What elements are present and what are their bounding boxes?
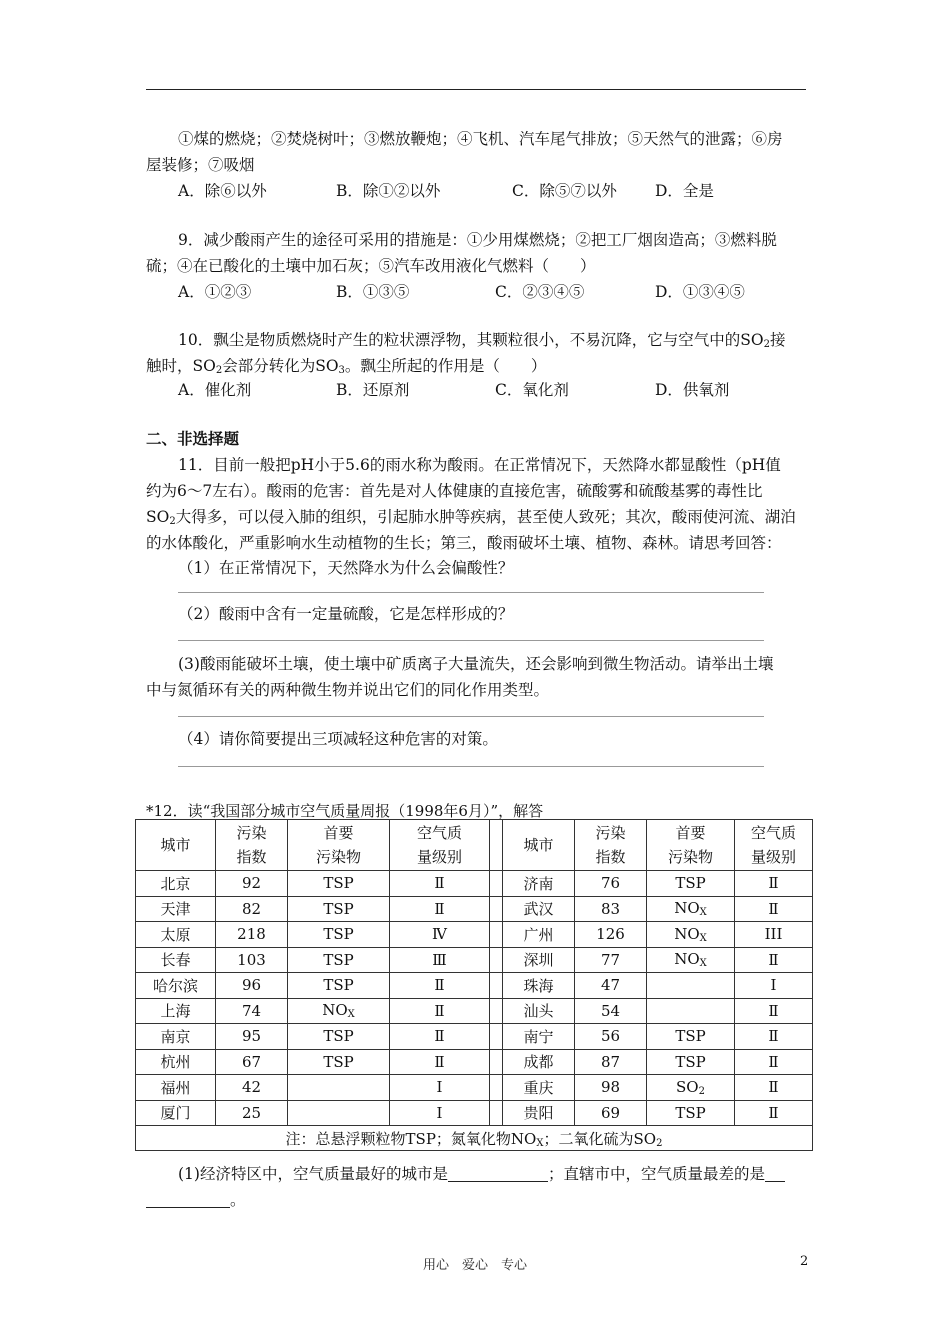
q11-line2: 约为6～7左右）。酸雨的危害：首先是对人体健康的直接危害，硫酸雾和硫酸基雾的毒性比	[146, 482, 763, 500]
q8-option-c: C．除⑤⑦以外	[512, 182, 617, 200]
q11-sub1: （1）在正常情况下，天然降水为什么会偏酸性？	[178, 559, 514, 577]
table-row	[136, 1100, 813, 1126]
q10-line2: 触时，$SO_2$会部分转化为$SO_3$。飘尘所起的作用是（ ）	[146, 357, 547, 376]
cell-city: 南京	[136, 1024, 216, 1050]
q9-option-a: A．①②③	[178, 283, 252, 301]
cell-pollutant: $NO_X$	[647, 896, 735, 922]
cell-grade: Ⅲ	[390, 947, 490, 973]
table-note: 注：总悬浮颗粒物TSP；氮氧化物$NO_X$；二氧化硫为$SO_2$	[136, 1126, 813, 1151]
cell-grade: Ⅱ	[735, 1100, 813, 1126]
q10-option-c: C．氧化剂	[495, 381, 569, 399]
cell-index: 74	[216, 998, 288, 1024]
table-gap	[490, 1100, 503, 1126]
page-number: 2	[800, 1254, 809, 1269]
cell-index: 87	[575, 1049, 647, 1075]
cell-index: 67	[216, 1049, 288, 1075]
cell-index: 83	[575, 896, 647, 922]
cell-index: 126	[575, 922, 647, 948]
cell-index: 77	[575, 947, 647, 973]
table-row	[136, 998, 813, 1024]
table-gap	[490, 998, 503, 1024]
cell-index: 218	[216, 922, 288, 948]
cell-pollutant: TSP	[647, 1024, 735, 1050]
cell-city: 哈尔滨	[136, 973, 216, 999]
cell-pollutant: TSP	[288, 1024, 390, 1050]
q9-option-b: B．①③⑤	[336, 283, 410, 301]
table-gap	[490, 922, 503, 948]
cell-grade: Ⅰ	[390, 1100, 490, 1126]
cell-pollutant: TSP	[288, 973, 390, 999]
cell-pollutant	[647, 998, 735, 1024]
header-index: 污染 指数	[216, 820, 288, 871]
answer-blank-1[interactable]	[448, 1165, 548, 1182]
cell-grade: III	[735, 922, 813, 948]
page-footer: 用心 爱心 专心	[422, 1258, 527, 1273]
cell-grade: Ⅱ	[735, 1075, 813, 1101]
cell-grade: Ⅰ	[735, 973, 813, 999]
cell-index: 103	[216, 947, 288, 973]
q9-line2: 硫；④在已酸化的土壤中加石灰；⑤汽车改用液化气燃料（ ）	[146, 257, 596, 275]
table-body	[136, 871, 813, 1126]
table-gap	[490, 1075, 503, 1101]
cell-grade: Ⅳ	[390, 922, 490, 948]
q10-option-b: B．还原剂	[336, 381, 410, 399]
cell-pollutant	[288, 1100, 390, 1126]
table-row	[136, 922, 813, 948]
q8-option-d: D．全是	[655, 182, 714, 200]
air-quality-table	[135, 819, 813, 1151]
cell-grade: Ⅰ	[390, 1075, 490, 1101]
cell-grade: Ⅱ	[390, 1024, 490, 1050]
cell-city: 长春	[136, 947, 216, 973]
section-heading: 二、非选择题	[146, 429, 240, 448]
answer-blank-2a[interactable]	[765, 1165, 785, 1182]
q10-option-d: D．供氧剂	[655, 381, 730, 399]
cell-index: 98	[575, 1075, 647, 1101]
q10-option-a: A．催化剂	[178, 381, 252, 399]
cell-city: 天津	[136, 896, 216, 922]
cell-index: 54	[575, 998, 647, 1024]
table-gap	[490, 947, 503, 973]
table-gap	[490, 1049, 503, 1075]
q9-option-d: D．①③④⑤	[655, 283, 745, 301]
cell-pollutant: TSP	[647, 871, 735, 897]
q8-option-b: B．除①②以外	[336, 182, 441, 200]
cell-grade: Ⅱ	[735, 998, 813, 1024]
cell-pollutant: $NO_X$	[647, 947, 735, 973]
cell-pollutant: TSP	[288, 896, 390, 922]
header-city: 城市	[503, 820, 575, 871]
cell-city: 武汉	[503, 896, 575, 922]
cell-pollutant: $NO_X$	[647, 922, 735, 948]
table-gap	[490, 871, 503, 897]
cell-city: 南宁	[503, 1024, 575, 1050]
cell-city: 成都	[503, 1049, 575, 1075]
header-pollutant: 首要 污染物	[647, 820, 735, 871]
q11-sub4: （4）请你简要提出三项减轻这种危害的对策。	[178, 730, 498, 748]
q11-sub3-line1: (3)酸雨能破坏土壤，使土壤中矿质离子大量流失，还会影响到微生物活动。请举出土壤	[178, 655, 774, 673]
cell-city: 济南	[503, 871, 575, 897]
answer-blank-2b[interactable]	[146, 1191, 230, 1208]
header-grade: 空气质 量级别	[735, 820, 813, 871]
cell-city: 重庆	[503, 1075, 575, 1101]
q11-answer-line-1[interactable]	[178, 592, 764, 593]
cell-pollutant: $NO_X$	[288, 998, 390, 1024]
q9-option-c: C．②③④⑤	[495, 283, 585, 301]
cell-grade: Ⅱ	[390, 973, 490, 999]
cell-index: 92	[216, 871, 288, 897]
q11-answer-line-3[interactable]	[178, 716, 764, 717]
cell-pollutant: TSP	[288, 871, 390, 897]
cell-city: 福州	[136, 1075, 216, 1101]
q12-sub1-line2: 。	[146, 1188, 246, 1210]
cell-city: 珠海	[503, 973, 575, 999]
header-index: 污染 指数	[575, 820, 647, 871]
cell-pollutant	[288, 1075, 390, 1101]
table-row	[136, 871, 813, 897]
q10-line1: 10．飘尘是物质燃烧时产生的粒状漂浮物，其颗粒很小，不易沉降，它与空气中的$SO_2$接	[178, 331, 786, 350]
q8-line2: 屋装修；⑦吸烟	[146, 156, 255, 174]
cell-city: 太原	[136, 922, 216, 948]
cell-pollutant: $SO_2$	[647, 1075, 735, 1101]
cell-city: 杭州	[136, 1049, 216, 1075]
header-rule	[146, 89, 806, 90]
cell-index: 95	[216, 1024, 288, 1050]
cell-grade: Ⅱ	[735, 871, 813, 897]
cell-grade: Ⅱ	[735, 947, 813, 973]
cell-pollutant	[647, 973, 735, 999]
cell-pollutant: TSP	[288, 947, 390, 973]
q8-option-a: A．除⑥以外	[178, 182, 267, 200]
cell-grade: Ⅱ	[735, 1049, 813, 1075]
cell-index: 76	[575, 871, 647, 897]
q11-sub3-line2: 中与氮循环有关的两种微生物并说出它们的同化作用类型。	[146, 681, 550, 699]
q9-line1: 9．减少酸雨产生的途径可采用的措施是：①少用煤燃烧；②把工厂烟囱造高；③燃料脱	[178, 231, 777, 249]
cell-index: 42	[216, 1075, 288, 1101]
cell-pollutant: TSP	[288, 1049, 390, 1075]
cell-grade: Ⅱ	[735, 1024, 813, 1050]
table-row	[136, 1075, 813, 1101]
cell-city: 汕头	[503, 998, 575, 1024]
cell-city: 北京	[136, 871, 216, 897]
cell-index: 47	[575, 973, 647, 999]
table-row	[136, 947, 813, 973]
header-pollutant: 首要 污染物	[288, 820, 390, 871]
table-gap	[490, 973, 503, 999]
q11-line4: 的水体酸化，严重影响水生动植物的生长；第三，酸雨破坏土壤、植物、森林。请思考回答：	[146, 534, 782, 552]
q12-title: *12．读“我国部分城市空气质量周报（1998年6月）”，解答	[146, 802, 544, 820]
q11-line1: 11．目前一般把pH小于5.6的雨水称为酸雨。在正常情况下，天然降水都显酸性（pH值	[178, 456, 781, 474]
cell-city: 深圳	[503, 947, 575, 973]
table-gap	[490, 820, 503, 871]
cell-grade: Ⅱ	[735, 896, 813, 922]
q12-sub1-line1: (1)经济特区中，空气质量最好的城市是 ；直辖市中，空气质量最差的是	[178, 1162, 785, 1184]
q11-answer-line-4[interactable]	[178, 766, 764, 767]
cell-index: 82	[216, 896, 288, 922]
cell-index: 96	[216, 973, 288, 999]
q8-line1: ①煤的燃烧；②焚烧树叶；③燃放鞭炮；④飞机、汽车尾气排放；⑤天然气的泄露；⑥房	[178, 130, 783, 148]
cell-city: 广州	[503, 922, 575, 948]
cell-pollutant: TSP	[288, 922, 390, 948]
cell-grade: Ⅱ	[390, 871, 490, 897]
cell-index: 25	[216, 1100, 288, 1126]
cell-grade: Ⅱ	[390, 1049, 490, 1075]
table-row	[136, 973, 813, 999]
q11-sub2: （2）酸雨中含有一定量硫酸，它是怎样形成的？	[178, 605, 514, 623]
cell-pollutant: TSP	[647, 1100, 735, 1126]
q11-answer-line-2[interactable]	[178, 640, 764, 641]
q11-line3: $SO_2$大得多，可以侵入肺的组织，引起肺水肿等疾病，甚至使人致死；其次，酸雨使河流、湖泊	[146, 508, 796, 527]
table-row	[136, 1049, 813, 1075]
table-row	[136, 1024, 813, 1050]
cell-grade: Ⅱ	[390, 896, 490, 922]
cell-grade: Ⅱ	[390, 998, 490, 1024]
table-row	[136, 896, 813, 922]
cell-city: 贵阳	[503, 1100, 575, 1126]
cell-pollutant: TSP	[647, 1049, 735, 1075]
table-gap	[490, 896, 503, 922]
cell-city: 上海	[136, 998, 216, 1024]
table-header-row	[136, 820, 813, 871]
table-gap	[490, 1024, 503, 1050]
header-grade: 空气质 量级别	[390, 820, 490, 871]
cell-city: 厦门	[136, 1100, 216, 1126]
header-city: 城市	[136, 820, 216, 871]
cell-index: 69	[575, 1100, 647, 1126]
cell-index: 56	[575, 1024, 647, 1050]
